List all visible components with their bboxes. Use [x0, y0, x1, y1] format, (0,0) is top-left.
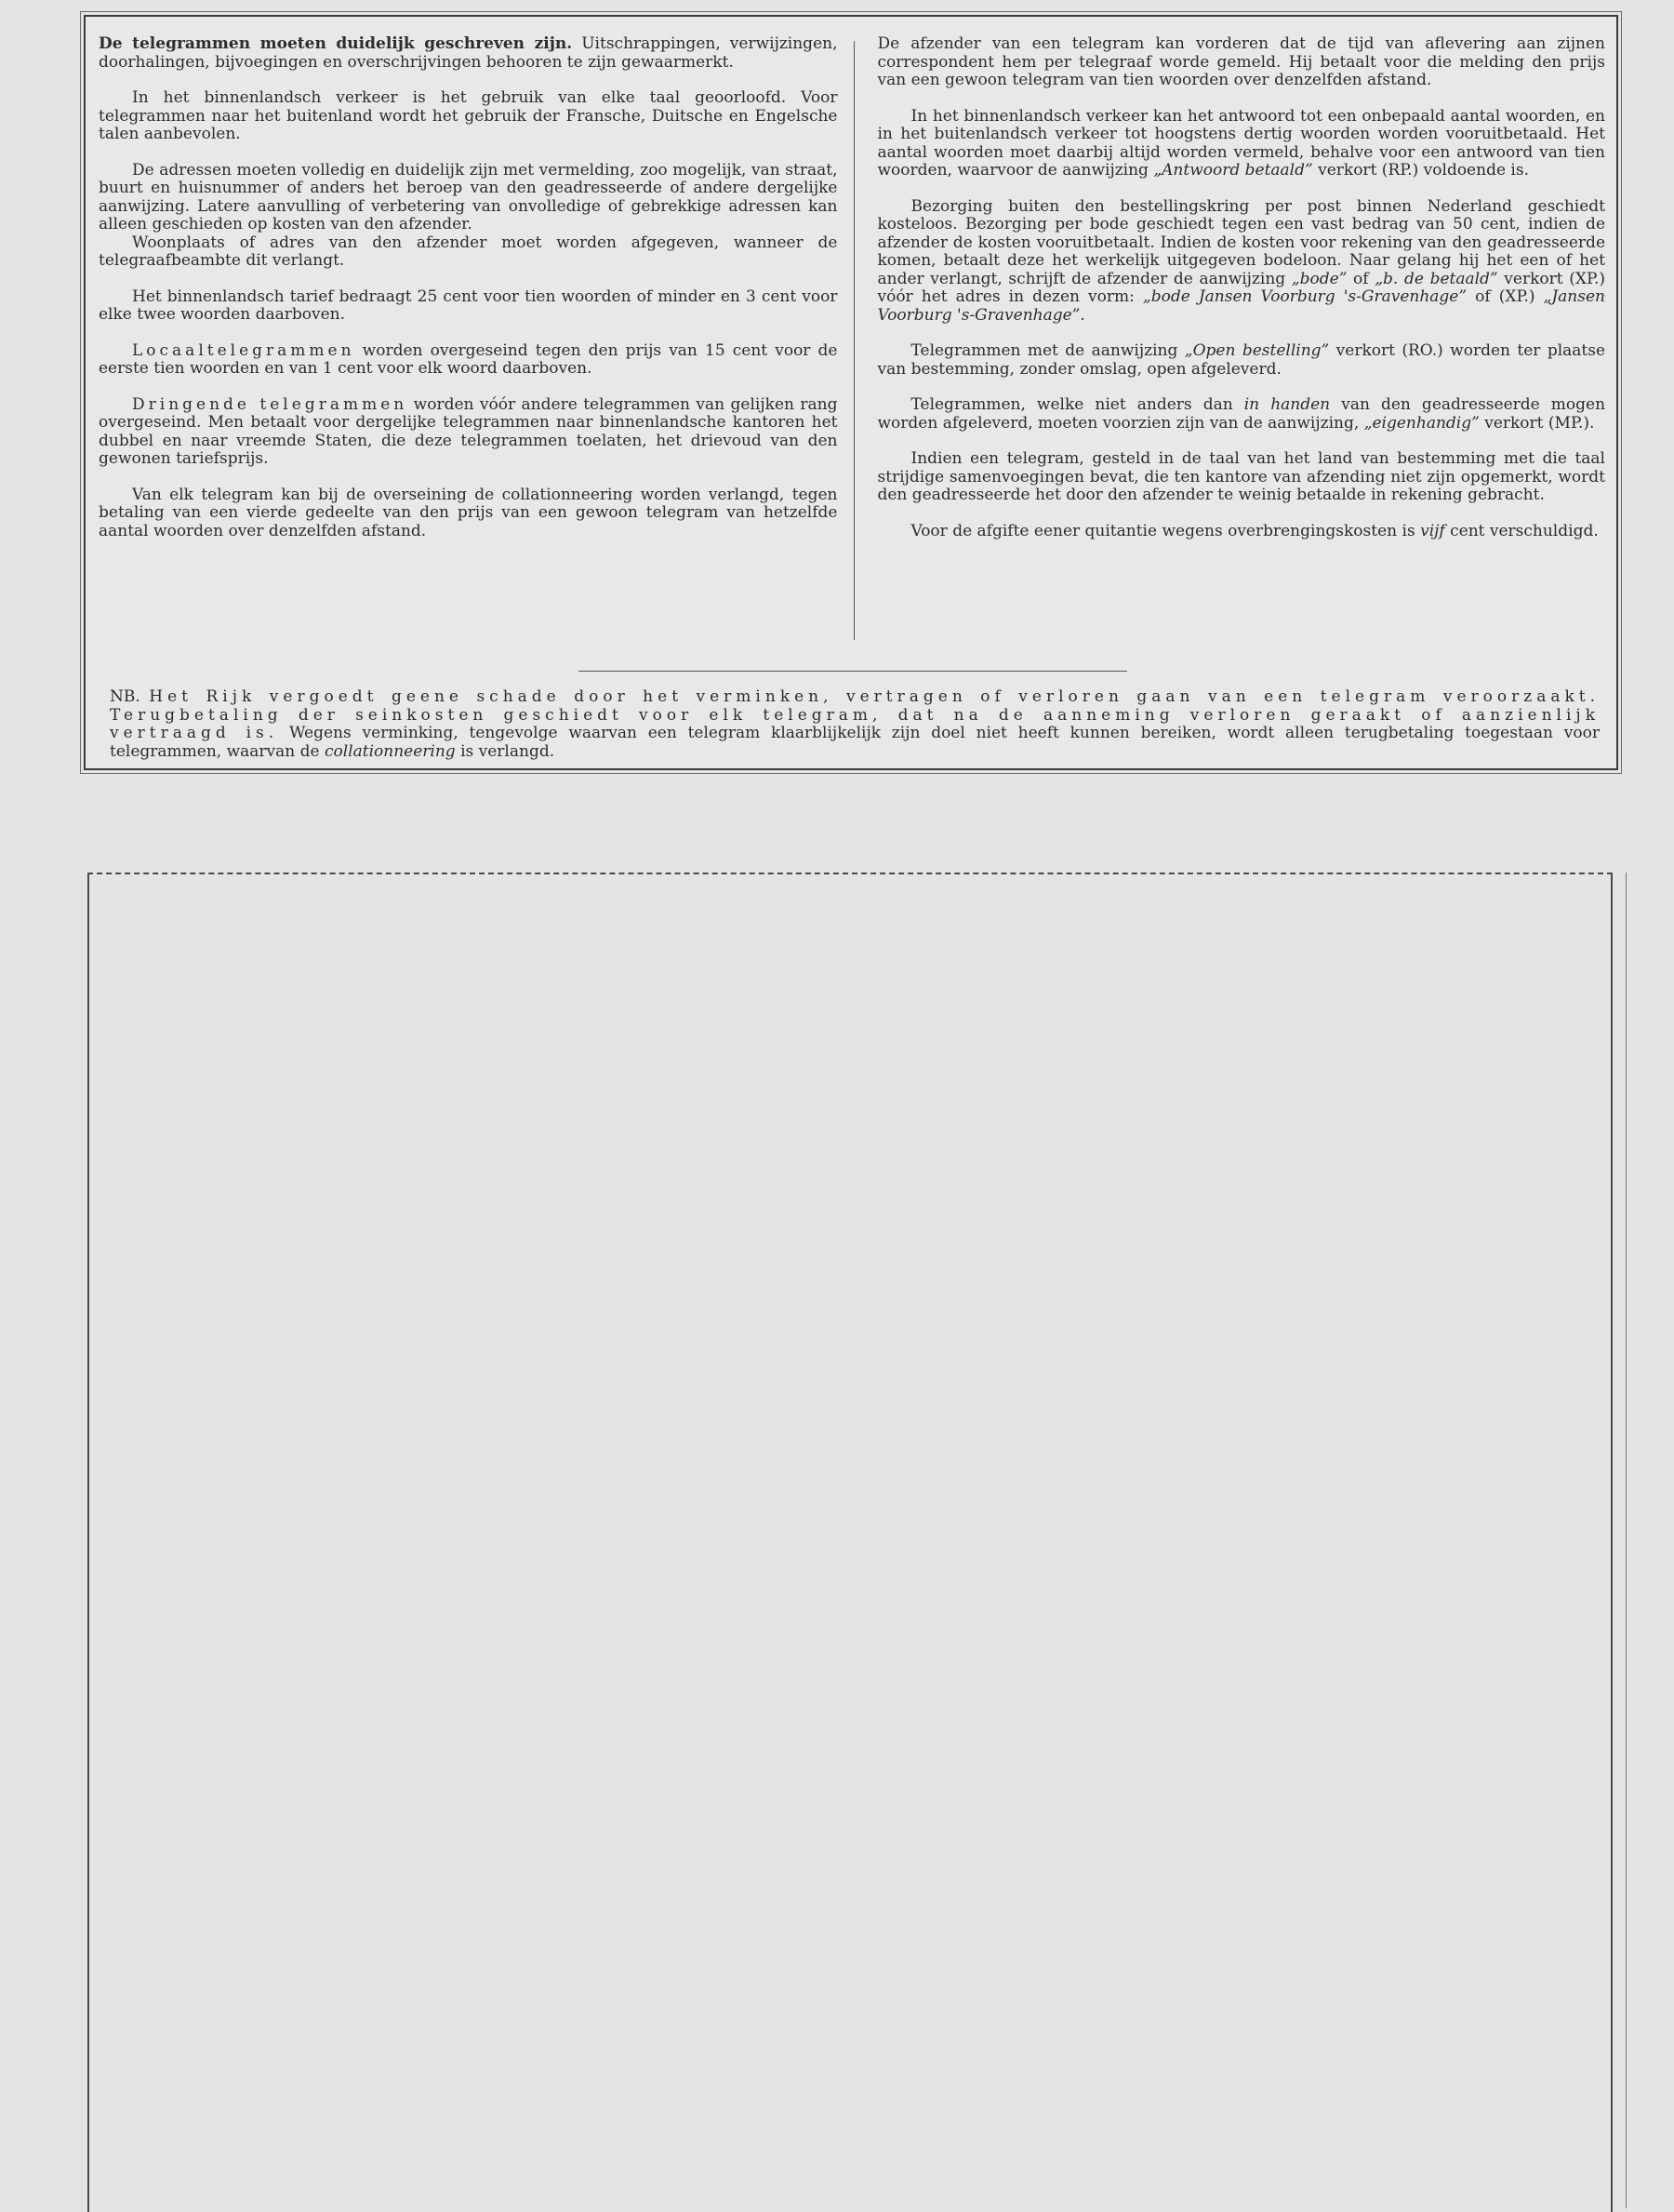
paragraph-domestic-tariff: Het binnenlandsch tarief bedraagt 25 cent voor tien woorden of minder en 3 cent voor elke twee woorden daarboven. — [99, 286, 838, 324]
right-margin-line — [1626, 873, 1627, 2208]
instructions-columns — [86, 17, 1616, 651]
messenger-example-2: „Jansen Voorburg 's-Gravenhage”. — [877, 287, 1605, 325]
receipt-fee-text: Voor de afgifte eener quitantie wegens overbrengingskosten is — [910, 521, 1415, 540]
nb-note — [110, 688, 1600, 761]
legibility-heading: De telegrammen moeten duidelijk geschreven zijn. — [99, 34, 573, 53]
open-delivery-marker: „Open bestelling” — [1184, 341, 1330, 360]
messenger-or-xp: of (XP.) — [1475, 287, 1535, 306]
paragraph-sender-address: Woonplaats of adres van den afzender moet worden afgegeven, wanneer de telegraafbeambte dit verlangt. — [99, 233, 838, 270]
local-telegrams-text: worden overgeseind tegen den prijs van 15 cent voor de eerste tien woorden en van 1 cent voor elk woord daarboven. — [99, 340, 838, 378]
nb-liability-text: Het Rijk vergoedt geene schade door het verminken, vertragen of verloren gaan van een telegram veroorzaakt. Terugbetaling der seinkosten geschiedt voor elk telegram, dat na de aanneming verloren geraakt of aanzienlijk vertraagd is. — [110, 687, 1601, 742]
nb-collation-term: collationneering — [324, 741, 456, 761]
messenger-text: Bezorging buiten den bestellingskring per post binnen Nederland geschiedt kosteloos. Bezorging per bode geschiedt tegen een vast bedrag van 50 cent, indien de afzender de kosten vooruitbetaalt. Indien de kosten voor rekening van den geadresseerde komen, betaalt deze het werkelijk uitgegeven bodeloon. Naar gelang hij het een of het ander verlangt, schrijft de afzender de aanwijzing — [877, 196, 1605, 288]
paragraph-open-delivery — [877, 342, 1605, 379]
messenger-or: of — [1353, 269, 1369, 288]
paragraph-legibility — [99, 35, 837, 72]
personal-delivery-marker: „eigenhandig” — [1363, 413, 1480, 433]
left-column — [86, 17, 854, 651]
messenger-paid-marker: „b. de betaald” — [1375, 269, 1498, 288]
open-delivery-text: Telegrammen met de aanwijzing — [910, 341, 1178, 360]
urgent-telegrams-lead: Dringende telegrammen — [132, 394, 408, 414]
paragraph-delivery-notice: De afzender van een telegram kan vorderen dat de tijd van aflevering aan zijnen correspondent hem per telegraaf worde gemeld. Hij betaalt voor die melding den prijs van een gewoon telegram van tien woorden over denzelfden afstand. — [877, 34, 1605, 89]
receipt-fee-amount: vijf — [1420, 521, 1445, 540]
personal-delivery-middle: van den geadresseerde mogen worden afgeleverd, moeten voorzien zijn van de aanwijzing, — [877, 395, 1606, 433]
prepaid-reply-marker: „Antwoord betaald” — [1153, 161, 1313, 180]
personal-delivery-text: Telegrammen, welke niet anders dan — [910, 395, 1233, 414]
messenger-example-1: „bode Jansen Voorburg 's-Gravenhage” — [1142, 287, 1468, 306]
local-telegrams-lead: Locaaltelegrammen — [132, 340, 355, 360]
right-column — [855, 17, 1616, 651]
paragraph-addresses: De adressen moeten volledig en duidelijk zijn met vermelding, zoo mogelijk, van straat, buurt en huisnummer of anders het beroep van den geadresseerde of andere dergelijke aanwijzing. Latere aanvulling of verbetering van onvolledige of gebrekkige adressen kan alleen geschieden op kosten van den afzender. — [99, 160, 838, 233]
paragraph-local-telegrams — [99, 342, 837, 379]
open-delivery-rest: verkort (RO.) worden ter plaatse van bestemming, zonder omslag, open afgeleverd. — [877, 341, 1606, 379]
message-frame — [87, 873, 1613, 2212]
paragraph-prepaid-reply — [877, 108, 1605, 180]
paragraph-receipt-fee — [877, 523, 1605, 541]
personal-delivery-in-hands: in handen — [1243, 395, 1331, 414]
prepaid-reply-abbrev: verkort (RP.) voldoende is. — [1318, 161, 1529, 180]
nb-refund-end: is verlangd. — [460, 741, 555, 761]
personal-delivery-abbrev: verkort (MP.). — [1484, 413, 1595, 433]
paragraph-language-surcharge: Indien een telegram, gesteld in de taal van het land van bestemming met die taal strijdige samenvoegingen bevat, die ten kantore van afzending niet zijn opgemerkt, wordt den geadresseerde het door den afzender te weinig betaalde in rekening gebracht. — [877, 449, 1605, 504]
paragraph-language: In het binnenlandsch verkeer is het gebruik van elke taal geoorloofd. Voor telegrammen naar het buitenland wordt het gebruik der Fransche, Duitsche en Engelsche talen aanbevolen. — [99, 88, 838, 143]
receipt-fee-rest: cent verschuldigd. — [1450, 521, 1599, 540]
paragraph-urgent-telegrams — [99, 396, 837, 469]
messenger-abbrev: verkort (XP.) vóór het adres in dezen vorm: — [877, 269, 1605, 306]
legibility-text: Uitschrappingen, verwijzingen, doorhalingen, bijvoegingen en overschrijvingen behooren te zijn gewaarmerkt. — [99, 34, 838, 72]
separator-rule — [578, 671, 1127, 672]
paragraph-collation: Van elk telegram kan bij de overseining de collationneering worden verlangd, tegen betaling van een vierde gedeelte van den prijs van een gewoon telegram van hetzelfde aantal woorden over denzelfden afstand. — [99, 485, 838, 540]
messenger-marker: „bode” — [1291, 269, 1348, 288]
prepaid-reply-text: In het binnenlandsch verkeer kan het antwoord tot een onbepaald aantal woorden, en in het buitenlandsch verkeer tot hoogstens dertig woorden worden vooruitbetaald. Het aantal woorden moet daarbij altijd worden vermeld, behalve voor een antwoord van tien woorden, waarvoor de aanwijzing — [877, 106, 1605, 180]
instructions-box — [84, 15, 1618, 770]
nb-refund-text: Wegens verminking, tengevolge waarvan een telegram klaarblijkelijk zijn doel niet heeft kunnen bereiken, wordt alleen terugbetaling toegestaan voor telegrammen, waarvan de — [110, 724, 1600, 761]
paragraph-delivery-by-messenger — [877, 198, 1605, 326]
paragraph-personal-delivery — [877, 396, 1605, 433]
nb-prefix: NB. — [110, 687, 140, 706]
urgent-telegrams-text: worden vóór andere telegrammen van gelijken rang overgeseind. Men betaalt voor dergelijke telegrammen naar binnenlandsche kantoren het dubbel en naar vreemde Staten, die deze telegrammen toelaten, het drievoud van den gewonen tariefsprijs. — [99, 394, 838, 468]
